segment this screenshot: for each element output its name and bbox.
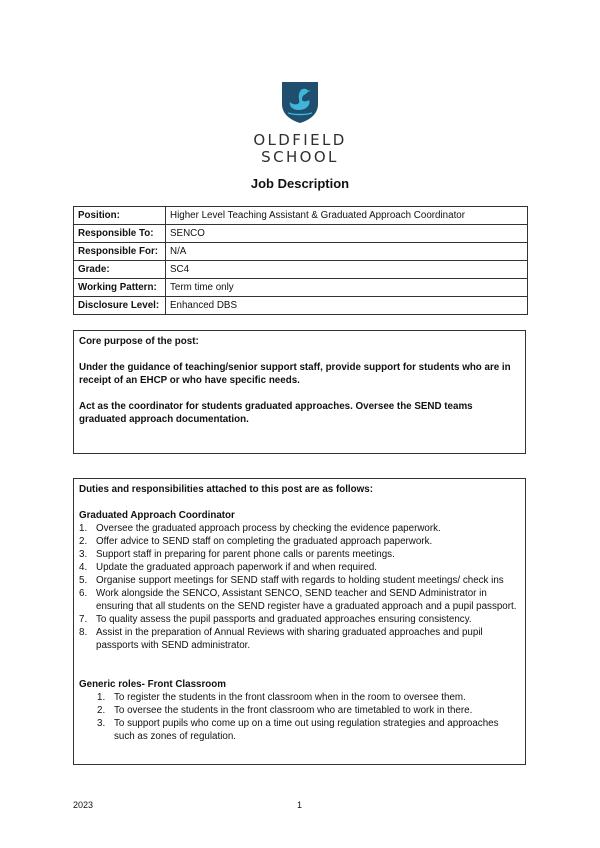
list-item — [79, 522, 520, 535]
list-number: 5. — [79, 575, 88, 586]
list-item — [79, 613, 520, 626]
section-title: Generic roles- Front Classroom — [79, 679, 226, 690]
list-number: 3. — [97, 718, 106, 729]
footer-year: 2023 — [73, 800, 94, 810]
row-value: Term time only — [166, 279, 528, 297]
list-item — [79, 574, 520, 587]
table-row — [74, 297, 528, 315]
job-info-table — [73, 206, 528, 315]
list-item — [79, 561, 520, 574]
row-label: Working Pattern: — [74, 279, 166, 297]
list-number: 8. — [79, 627, 88, 638]
row-label: Grade: — [74, 261, 166, 279]
duties-box — [73, 478, 526, 765]
list-number: 7. — [79, 614, 88, 625]
row-value: Enhanced DBS — [166, 297, 528, 315]
row-value: Higher Level Teaching Assistant & Graduated Approach Coordinator — [166, 207, 528, 225]
swan-crest-icon — [280, 80, 320, 124]
row-value: SENCO — [166, 225, 528, 243]
list-text: Support staff in preparing for parent phone calls or parents meetings. — [96, 549, 395, 560]
duties-list — [79, 522, 520, 652]
table-row — [74, 261, 528, 279]
duties-heading: Duties and responsibilities attached to this post are as follows: — [79, 484, 373, 495]
core-purpose-paragraph: Act as the coordinator for students graduated approaches. Oversee the SEND teams graduated approach documentation. — [79, 401, 473, 425]
list-item — [79, 548, 520, 561]
list-number: 1. — [97, 692, 106, 703]
list-number: 6. — [79, 588, 88, 599]
school-logo — [0, 80, 600, 166]
list-text: To register the students in the front classroom when in the room to oversee them. — [114, 692, 466, 703]
list-text: Organise support meetings for SEND staff with regards to holding student meetings/ check ins — [96, 575, 504, 586]
list-text: Offer advice to SEND staff on completing the graduated approach paperwork. — [96, 536, 433, 547]
list-text: To oversee the students in the front classroom who are timetabled to work in there. — [114, 705, 473, 716]
core-purpose-paragraph: Under the guidance of teaching/senior support staff, provide support for students who are in receipt of an EHCP or who have specific needs. — [79, 362, 511, 386]
core-purpose-heading: Core purpose of the post: — [79, 336, 199, 347]
section-title: Graduated Approach Coordinator — [79, 510, 235, 521]
table-row — [74, 207, 528, 225]
row-label: Responsible For: — [74, 243, 166, 261]
row-value: N/A — [166, 243, 528, 261]
table-row — [74, 243, 528, 261]
page-title: Job Description — [250, 176, 350, 191]
list-text: Assist in the preparation of Annual Reviews with sharing graduated approaches and pupil passports with SEND administrator. — [96, 627, 483, 651]
list-item — [79, 587, 520, 613]
school-name — [0, 132, 600, 166]
list-number: 2. — [97, 705, 106, 716]
school-name-line1: OLDFIELD — [253, 131, 347, 149]
row-label: Responsible To: — [74, 225, 166, 243]
row-label: Position: — [74, 207, 166, 225]
list-number: 4. — [79, 562, 88, 573]
row-value: SC4 — [166, 261, 528, 279]
list-item — [79, 626, 520, 652]
list-text: To quality assess the pupil passports and graduated approaches ensuring consistency. — [96, 614, 472, 625]
spacer — [79, 652, 520, 678]
list-text: Oversee the graduated approach process by checking the evidence paperwork. — [96, 523, 441, 534]
list-text: Work alongside the SENCO, Assistant SENCO, SEND teacher and SEND Administrator in ensuring that all students on the SEND register have a graduated approach and a pupil passport. — [96, 588, 517, 612]
list-item — [97, 717, 520, 743]
table-row — [74, 225, 528, 243]
table-row — [74, 279, 528, 297]
generic-roles-list — [97, 691, 520, 743]
school-name-line2: SCHOOL — [261, 148, 339, 166]
list-text: To support pupils who come up on a time out using regulation strategies and approaches such as zones of regulation. — [114, 718, 499, 742]
list-item — [97, 704, 520, 717]
list-item — [79, 535, 520, 548]
list-number: 1. — [79, 523, 88, 534]
page-number: 1 — [297, 800, 303, 810]
core-purpose-box — [73, 330, 526, 454]
list-number: 3. — [79, 549, 88, 560]
row-label: Disclosure Level: — [74, 297, 166, 315]
list-item — [97, 691, 520, 704]
list-text: Update the graduated approach paperwork if and when required. — [96, 562, 378, 573]
list-number: 2. — [79, 536, 88, 547]
